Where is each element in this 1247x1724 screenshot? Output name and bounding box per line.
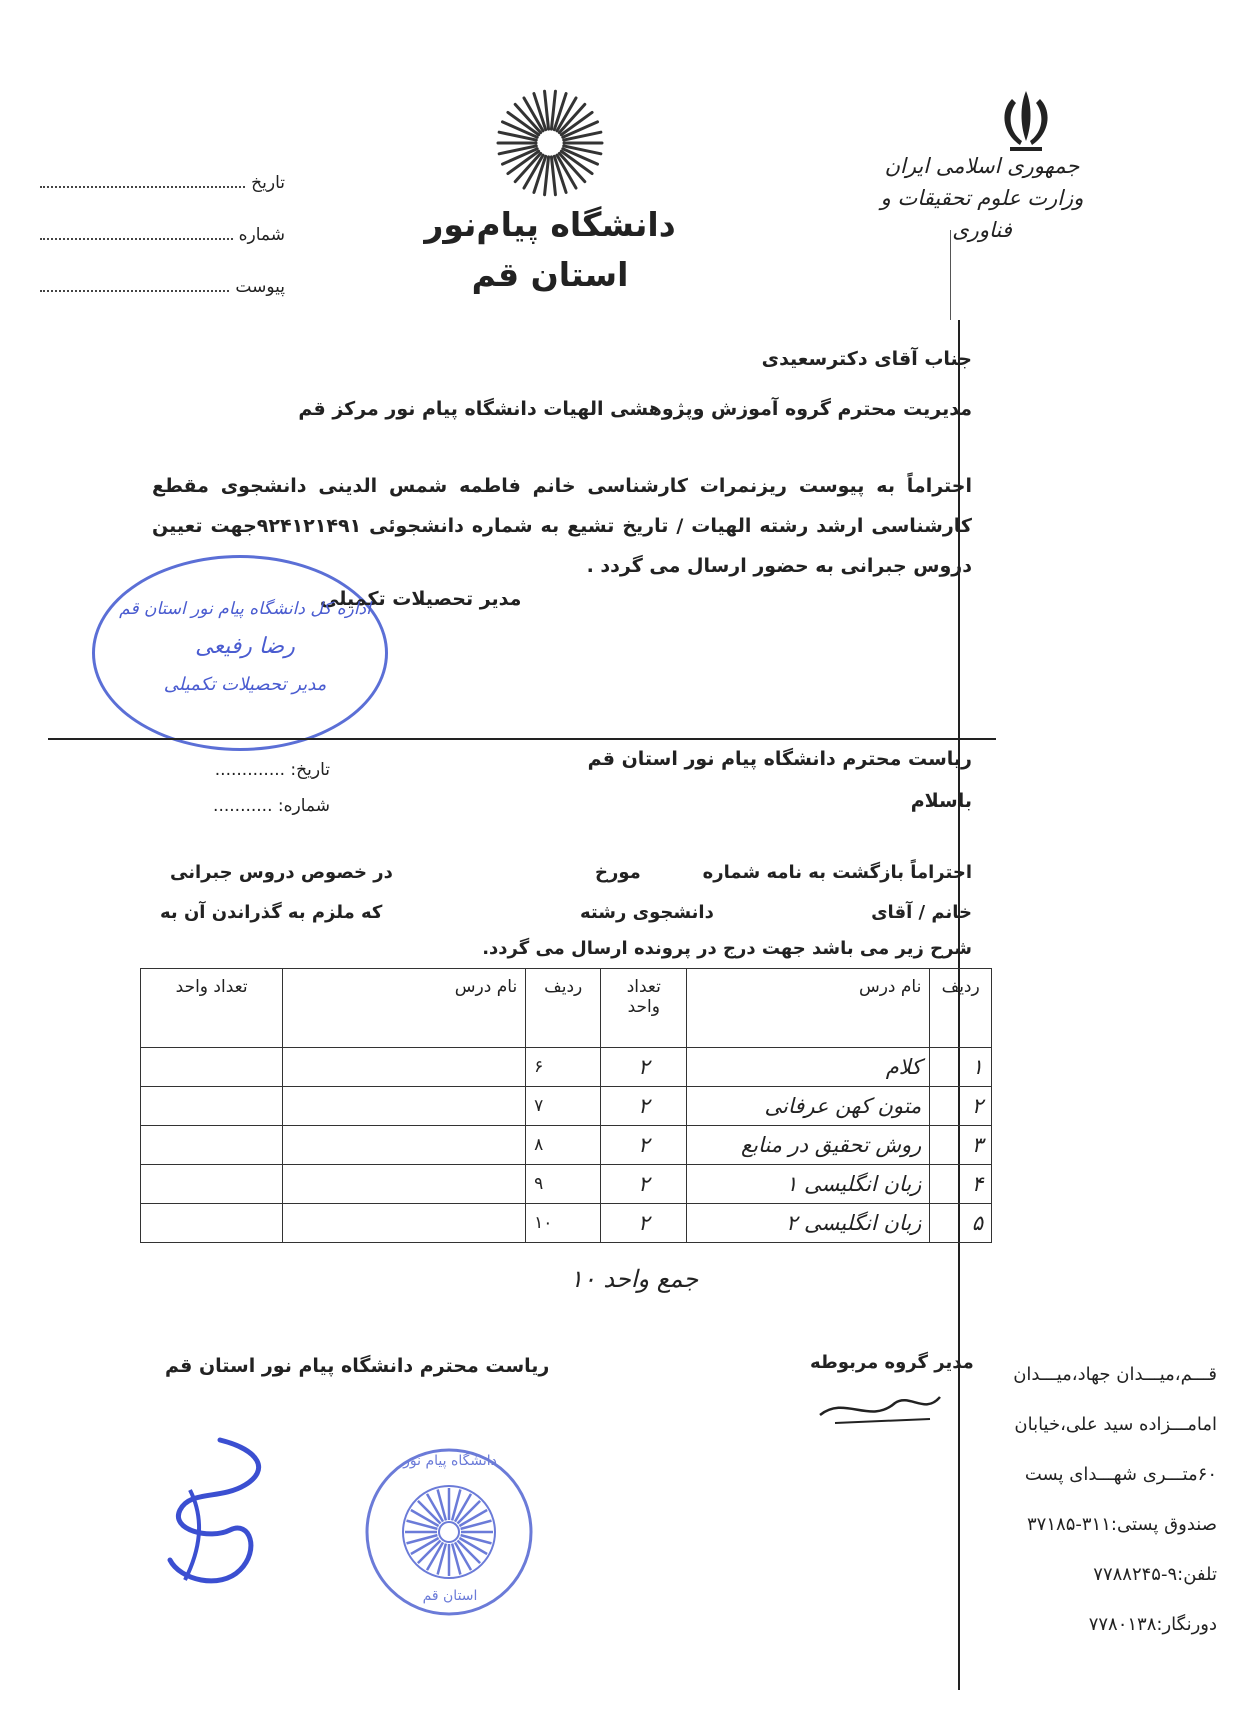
course-name: زبان انگلیسی ۲: [687, 1204, 930, 1243]
letter-body: احتراماً به پیوست ریزنمرات کارشناسی خانم فاطمه شمس الدینی دانشجوی مقطع کارشناسی ارشد رشته الهیات / تاریخ تشیع به شماره دانشجوئی ۹۲۴۱۲۱۴۹۱جهت تعیین دروس جبرانی به حضور ارسال می گردد .: [152, 475, 972, 577]
stamp-line-1: اداره کل دانشگاه پیام نور استان قم: [119, 599, 371, 619]
course-units-2: [141, 1048, 283, 1087]
course-units: ۲: [601, 1048, 687, 1087]
department-manager-title: مدیر گروه مربوطه: [810, 1352, 974, 1373]
course-name: زبان انگلیسی ۱: [687, 1165, 930, 1204]
course-name-2: [283, 1165, 526, 1204]
iran-emblem-icon: [990, 85, 1062, 157]
course-name: روش تحقیق در منابع: [687, 1126, 930, 1165]
header-units-2: تعداد واحد: [141, 969, 283, 1048]
signatory-title: مدیر تحصیلات تکمیلی: [320, 588, 522, 610]
row-number-2: ۷: [526, 1087, 601, 1126]
number-field: [40, 224, 285, 276]
row-number: ۴: [930, 1165, 992, 1204]
university-address: [977, 1350, 1217, 1650]
addressee-line-2: مدیریت محترم گروه آموزش وپژوهشی الهیات دانشگاه پیام نور مرکز قم: [298, 398, 972, 420]
course-units: ۲: [601, 1126, 687, 1165]
course-units: ۲: [601, 1087, 687, 1126]
course-name-2: [283, 1126, 526, 1165]
stamp-line-3: مدیر تحصیلات تکمیلی: [163, 674, 327, 695]
table-row: [141, 1048, 992, 1087]
table-row: [141, 1126, 992, 1165]
attachment-dots: [40, 276, 229, 292]
address-line-3: ۶۰متـــری شهـــدای پست: [1024, 1464, 1217, 1485]
reply-number: شماره: ...........: [213, 796, 330, 816]
ministry-line-1: جمهوری اسلامی ایران: [884, 154, 1080, 178]
presidency-line: ریاست محترم دانشگاه پیام نور استان قم: [165, 1355, 550, 1377]
table-header-row: [141, 969, 992, 1048]
header-units: تعداد واحد: [601, 969, 687, 1048]
reply-addressee: ریاست محترم دانشگاه پیام نور استان قم: [587, 748, 972, 770]
number-label: شماره: [238, 225, 285, 245]
courses-table: [140, 968, 992, 1243]
attachment-field: [40, 276, 285, 328]
blue-signature-icon: [150, 1430, 285, 1600]
ministry-line-2: وزارت علوم تحقیقات و فناوری: [880, 186, 1084, 242]
reply-salutation: باسلام: [910, 790, 972, 812]
attachment-label: پیوست: [235, 277, 285, 297]
date-label: تاریخ: [251, 173, 285, 193]
department-manager-signature-icon: [815, 1385, 945, 1430]
course-units-2: [141, 1165, 283, 1204]
reply-line-3: شرح زیر می باشد جهت درج در پرونده ارسال می گردد.: [482, 938, 972, 959]
header-row-number-2: ردیف: [526, 969, 601, 1048]
university-name: [380, 200, 720, 300]
course-name: متون کهن عرفانی: [687, 1087, 930, 1126]
total-units: جمع واحد ۱۰: [570, 1265, 699, 1293]
row-number-2: ۹: [526, 1165, 601, 1204]
reply-line-1a: احتراماً بازگشت به نامه شماره: [702, 862, 972, 883]
header-course-name-2: نام درس: [283, 969, 526, 1048]
reply-line-1c: در خصوص دروس جبرانی: [170, 862, 393, 883]
stamp-line-2: رضا رفیعی: [195, 634, 295, 659]
reply-date: تاریخ: .............: [214, 760, 330, 780]
address-line-1: قـــم،میـــدان جهاد،میـــدان: [1013, 1364, 1217, 1385]
row-number-2: ۶: [526, 1048, 601, 1087]
course-name: کلام: [687, 1048, 930, 1087]
reply-line-2c: که ملزم به گذراندن آن به: [160, 902, 383, 923]
row-number-2: ۱۰: [526, 1204, 601, 1243]
reply-line-2b: دانشجوی رشته: [580, 902, 714, 923]
table-row: [141, 1165, 992, 1204]
course-name-2: [283, 1048, 526, 1087]
reply-line-1b: مورخ: [595, 862, 641, 883]
university-name-text: دانشگاه پیام‌نور: [424, 205, 676, 244]
row-number: ۳: [930, 1126, 992, 1165]
date-dots: [40, 172, 245, 188]
section-divider: [48, 738, 996, 740]
addressee-line-1: جناب آقای دکترسعیدی: [761, 348, 972, 370]
course-units: ۲: [601, 1165, 687, 1204]
university-logo-icon: [495, 88, 605, 198]
university-province: استان قم: [471, 255, 629, 294]
header-row-number: ردیف: [930, 969, 992, 1048]
reply-ref-fields: [180, 752, 330, 824]
ministry-name: [867, 150, 1097, 246]
admin-stamp-text: [105, 590, 385, 704]
course-name-2: [283, 1087, 526, 1126]
seal-bottom-text: استان قم: [422, 1588, 478, 1604]
course-units-2: [141, 1126, 283, 1165]
date-field: [40, 172, 285, 224]
row-number: ۱: [930, 1048, 992, 1087]
row-number-2: ۸: [526, 1126, 601, 1165]
row-number: ۵: [930, 1204, 992, 1243]
seal-top-text: دانشگاه پیام نور: [403, 1453, 497, 1469]
address-fax: دورنگار:۷۷۸۰۱۳۸: [1088, 1614, 1217, 1635]
address-line-4: صندوق پستی:۳۱۱-۳۷۱۸۵: [1027, 1514, 1217, 1535]
margin-line-top: [950, 230, 951, 320]
table-row: [141, 1087, 992, 1126]
table-row: [141, 1204, 992, 1243]
header-course-name: نام درس: [687, 969, 930, 1048]
number-dots: [40, 224, 233, 240]
course-name-2: [283, 1204, 526, 1243]
course-units-2: [141, 1087, 283, 1126]
course-units-2: [141, 1204, 283, 1243]
reply-line-2a: خانم / آقای: [871, 902, 972, 923]
row-number: ۲: [930, 1087, 992, 1126]
address-phone: تلفن:۹-۷۷۸۸۲۴۵: [1093, 1564, 1217, 1585]
course-units: ۲: [601, 1204, 687, 1243]
reference-fields: [40, 172, 285, 328]
address-line-2: امامـــزاده سید علی،خیابان: [1014, 1414, 1217, 1435]
